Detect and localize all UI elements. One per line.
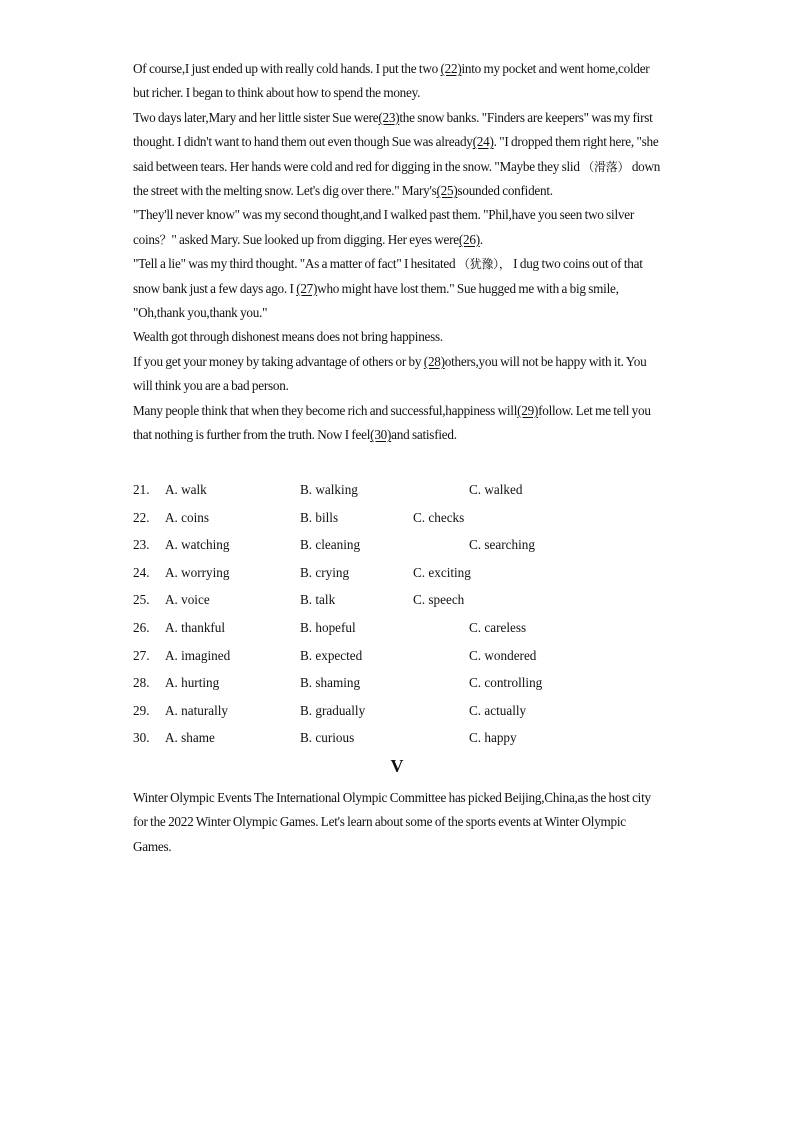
passage-paragraph: "Tell a lie" was my third thought. "As a matter of fact" I hesitated （犹豫）， I dug two coins out of that snow bank just a few days ago. I (27)who might have lost them." Sue hugged me with a big smile, "Oh,thank you,thank you." <box>133 256 643 321</box>
question-row <box>133 482 733 502</box>
option-c[interactable]: C. controlling <box>469 675 543 691</box>
option-c[interactable]: C. walked <box>469 482 523 497</box>
question-row <box>133 703 733 723</box>
question-row <box>133 537 733 557</box>
option-c[interactable]: C. speech <box>413 592 465 608</box>
option-a[interactable]: A. thankful <box>165 620 226 635</box>
blank-marker: (29) <box>517 402 539 418</box>
section-text: Winter Olympic Events The International Olympic Committee has picked Beijing,China,as the host city for the 2022 Winter Olympic Games. Let's learn about some of the sports events at Winter Olympic Games. <box>133 790 651 854</box>
question-row <box>133 510 733 530</box>
blank-marker: (22) <box>440 61 462 76</box>
question-row <box>133 648 733 668</box>
question-row <box>133 592 733 612</box>
gloss-text: （犹豫）， <box>457 257 511 272</box>
question-number: 23. <box>133 537 150 553</box>
passage-paragraph: Wealth got through dishonest means does not bring happiness. <box>133 329 443 345</box>
question-number: 22. <box>133 509 150 525</box>
passage <box>133 57 663 448</box>
question-row <box>133 675 733 695</box>
passage-paragraph: "They'll never know" was my second thought,and I walked past them. "Phil,have you seen two silver coins？" asked Mary. Sue looked up from digging. Her eyes were(26). <box>133 207 634 247</box>
gloss-text: ？ <box>159 232 172 247</box>
option-a[interactable]: A. coins <box>165 509 209 525</box>
option-b[interactable]: B. expected <box>300 647 363 663</box>
option-a[interactable]: A. worrying <box>165 564 230 580</box>
option-b[interactable]: B. bills <box>300 509 339 525</box>
question-number: 29. <box>133 702 150 718</box>
blank-marker: (25) <box>436 183 458 199</box>
question-number: 27. <box>133 647 150 663</box>
option-b[interactable]: B. shaming <box>300 675 361 691</box>
option-b[interactable]: B. walking <box>300 482 358 497</box>
option-c[interactable]: C. happy <box>469 730 517 746</box>
question-number: 21. <box>133 482 150 497</box>
option-b[interactable]: B. gradually <box>300 702 366 718</box>
blank-marker: (28) <box>423 353 445 369</box>
question-number: 24. <box>133 564 150 580</box>
blank-marker: (24) <box>472 134 494 150</box>
question-number: 28. <box>133 675 150 691</box>
option-c[interactable]: C. wondered <box>469 647 537 663</box>
option-b[interactable]: B. hopeful <box>300 620 356 635</box>
passage-paragraph: Of course,I just ended up with really cold hands. I put the two (22)into my pocket and went home,colder but richer. I began to think about how to spend the money. <box>133 61 650 101</box>
passage-paragraph: If you get your money by taking advantage of others or by (28)others,you will not be happy with it. You will think you are a bad person. <box>133 353 647 394</box>
option-b[interactable]: B. crying <box>300 564 350 580</box>
blank-marker: (26) <box>458 231 480 247</box>
option-a[interactable]: A. hurting <box>165 675 220 691</box>
question-number: 26. <box>133 620 150 635</box>
passage-paragraph: Many people think that when they become rich and successful,happiness will(29)follow. Let me tell you that nothing is further from the truth. Now I feel(30)and satisfied. <box>133 402 651 443</box>
option-a[interactable]: A. imagined <box>165 647 231 663</box>
question-row <box>133 565 733 585</box>
blank-marker: (23) <box>378 109 400 125</box>
option-c[interactable]: C. actually <box>469 702 527 718</box>
blank-marker: (27) <box>296 280 318 296</box>
question-number: 30. <box>133 730 150 746</box>
option-b[interactable]: B. curious <box>300 730 355 746</box>
option-a[interactable]: A. shame <box>165 730 215 746</box>
option-c[interactable]: C. checks <box>413 509 465 525</box>
option-b[interactable]: B. cleaning <box>300 537 361 553</box>
gloss-text: （滑落） <box>582 159 630 174</box>
section-heading: V <box>390 756 404 776</box>
question-number: 25. <box>133 592 150 608</box>
question-row <box>133 620 733 640</box>
option-a[interactable]: A. naturally <box>165 702 228 718</box>
option-c[interactable]: C. exciting <box>413 564 471 580</box>
question-row <box>133 730 733 750</box>
option-c[interactable]: C. careless <box>469 620 527 635</box>
option-c[interactable]: C. searching <box>469 537 535 553</box>
passage-paragraph: Two days later,Mary and her little sister Sue were(23)the snow banks. "Finders are keepers" was my first thought. I didn't want to hand them out even though Sue was already(24). "I dropped them right here, "she said between tears. Her hands were cold and red for digging in the snow. "Maybe they slid （滑落） down the street with the melting snow. Let's dig over there." Mary's(25)sounded confident. <box>133 109 661 199</box>
option-a[interactable]: A. walk <box>165 482 207 497</box>
option-b[interactable]: B. talk <box>300 592 336 608</box>
option-a[interactable]: A. voice <box>165 592 210 608</box>
option-a[interactable]: A. watching <box>165 537 230 553</box>
blank-marker: (30) <box>370 427 392 443</box>
